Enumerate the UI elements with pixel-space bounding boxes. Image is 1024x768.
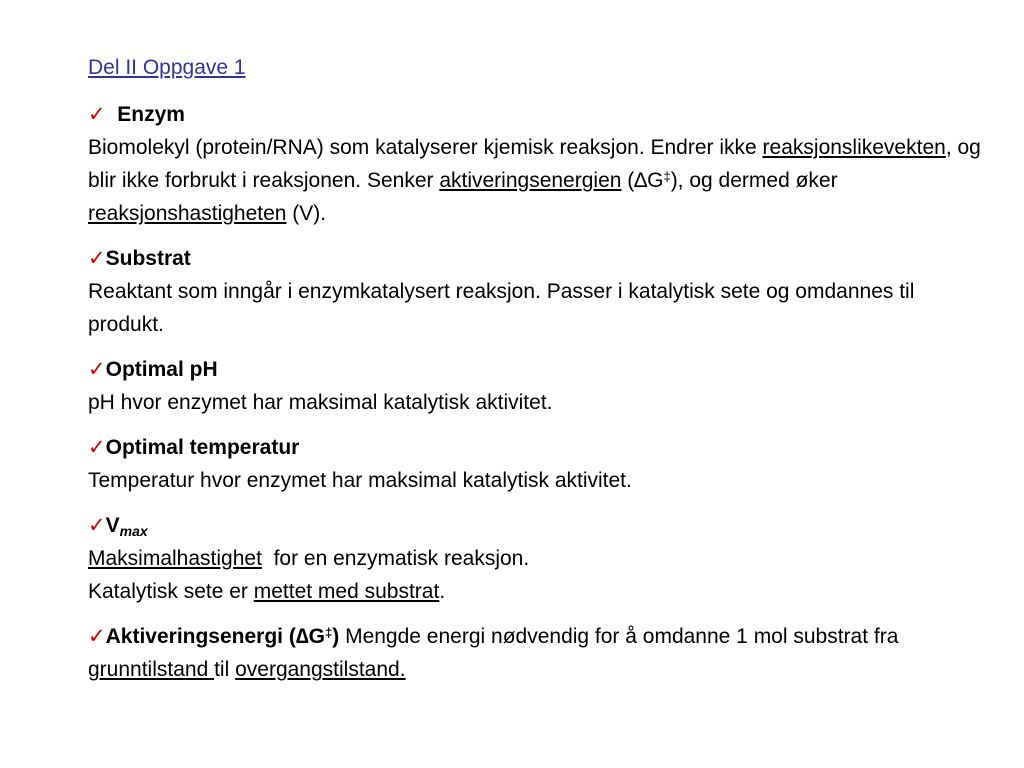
- term-optimal-ph: [88, 353, 988, 419]
- term-heading-optimal-ph: Optimal pH: [105, 358, 218, 381]
- term-description-vmax-2: Katalytisk sete er mettet med substrat.: [88, 580, 446, 603]
- term-heading-substrat: Substrat: [105, 247, 191, 270]
- term-heading-vmax: $V_{max}$: [105, 514, 148, 539]
- term-heading-aktiveringsenergi: Aktiveringsenergi (∆G‡): [105, 625, 340, 648]
- check-icon: ✓: [88, 358, 106, 381]
- term-vmax: [88, 509, 988, 608]
- term-optimal-temperatur: [88, 431, 988, 497]
- term-heading-enzym: Enzym: [117, 103, 185, 126]
- term-heading-optimal-temperatur: Optimal temperatur: [105, 436, 300, 459]
- check-icon: ✓: [88, 247, 106, 270]
- term-description-substrat: Reaktant som inngår i enzymkatalysert reaksjon. Passer i katalytisk sete og omdannes til produkt.: [88, 280, 915, 336]
- term-description-vmax-1: Maksimalhastighet for en enzymatisk reaksjon.: [88, 547, 530, 570]
- check-icon: ✓: [88, 514, 106, 537]
- term-enzym: [88, 98, 988, 230]
- slide-content: [88, 54, 988, 698]
- check-icon: ✓: [88, 625, 106, 648]
- slide-title[interactable]: Del II Oppgave 1: [88, 56, 246, 79]
- check-icon: ✓: [88, 103, 106, 126]
- term-aktiveringsenergi: [88, 620, 988, 686]
- term-description-optimal-ph: pH hvor enzymet har maksimal katalytisk aktivitet.: [88, 391, 553, 414]
- term-substrat: [88, 242, 988, 341]
- term-description-aktiveringsenergi: ✓Aktiveringsenergi (∆G‡) Mengde energi nødvendig for å omdanne 1 mol substrat fra grunntilstand til overgangstilstand.: [88, 625, 899, 681]
- check-icon: ✓: [88, 436, 106, 459]
- term-description-optimal-temperatur: Temperatur hvor enzymet har maksimal katalytisk aktivitet.: [88, 469, 632, 492]
- term-description-enzym: Biomolekyl (protein/RNA) som katalyserer kjemisk reaksjon. Endrer ikke reaksjonslikevekten, og blir ikke forbrukt i reaksjonen. Senker aktiveringsenergien (∆G‡), og dermed øker reaksjonshastigheten (V).: [88, 136, 981, 225]
